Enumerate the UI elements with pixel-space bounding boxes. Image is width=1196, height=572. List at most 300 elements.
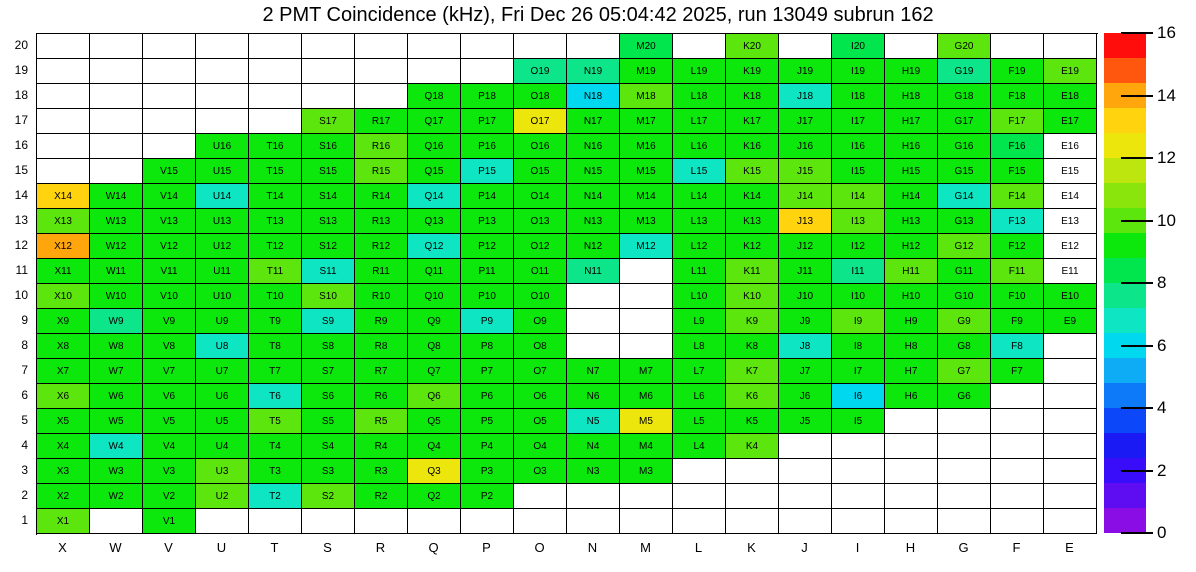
cell-J15: J15 (779, 159, 832, 184)
cell-M15: M15 (620, 159, 673, 184)
cell-T11: T11 (249, 259, 302, 284)
cell-H18: H18 (885, 84, 938, 109)
cell-T7: T7 (249, 359, 302, 384)
colorbar-band (1104, 483, 1146, 508)
cell-S2: S2 (302, 484, 355, 509)
cell-L9: L9 (673, 309, 726, 334)
x-axis-label: I (855, 540, 860, 555)
cell-V10: V10 (143, 284, 196, 309)
x-axis-label: V (164, 540, 173, 555)
cell-F16: F16 (991, 134, 1044, 159)
cell-V4: V4 (143, 434, 196, 459)
cell-Q9: Q9 (408, 309, 461, 334)
colorbar-band (1104, 308, 1146, 333)
empty-cell (90, 59, 143, 84)
colorbar-tick (1121, 470, 1153, 472)
cell-T4: T4 (249, 434, 302, 459)
empty-cell (567, 34, 620, 59)
cell-J5: J5 (779, 409, 832, 434)
cell-X10: X10 (37, 284, 90, 309)
colorbar-tick (1121, 32, 1153, 34)
cell-E10: E10 (1044, 284, 1097, 309)
empty-cell (938, 409, 991, 434)
empty-cell (196, 34, 249, 59)
cell-F19: F19 (991, 59, 1044, 84)
y-axis-label: 13 (14, 213, 28, 227)
cell-X9: X9 (37, 309, 90, 334)
empty-cell (143, 34, 196, 59)
x-axis-label: S (323, 540, 332, 555)
cell-X4: X4 (37, 434, 90, 459)
cell-O17: O17 (514, 109, 567, 134)
cell-S14: S14 (302, 184, 355, 209)
cell-T10: T10 (249, 284, 302, 309)
cell-K11: K11 (726, 259, 779, 284)
cell-T5: T5 (249, 409, 302, 434)
heatmap-grid (36, 33, 1098, 535)
cell-S16: S16 (302, 134, 355, 159)
cell-P13: P13 (461, 209, 514, 234)
cell-R16: R16 (355, 134, 408, 159)
cell-H10: H10 (885, 284, 938, 309)
cell-N14: N14 (567, 184, 620, 209)
cell-G19: G19 (938, 59, 991, 84)
cell-J8: J8 (779, 334, 832, 359)
cell-E18: E18 (1044, 84, 1097, 109)
cell-F9: F9 (991, 309, 1044, 334)
cell-Q3: Q3 (408, 459, 461, 484)
cell-K10: K10 (726, 284, 779, 309)
cell-G7: G7 (938, 359, 991, 384)
cell-K9: K9 (726, 309, 779, 334)
cell-G14: G14 (938, 184, 991, 209)
empty-cell (1044, 509, 1097, 534)
cell-R13: R13 (355, 209, 408, 234)
y-axis-label: 11 (15, 263, 28, 277)
cell-L17: L17 (673, 109, 726, 134)
cell-L12: L12 (673, 234, 726, 259)
cell-T9: T9 (249, 309, 302, 334)
cell-S7: S7 (302, 359, 355, 384)
empty-cell (302, 59, 355, 84)
cell-E12: E12 (1044, 234, 1097, 259)
cell-R6: R6 (355, 384, 408, 409)
x-axis-label: O (534, 540, 545, 555)
cell-Q14: Q14 (408, 184, 461, 209)
cell-P5: P5 (461, 409, 514, 434)
colorbar-band (1104, 133, 1146, 158)
empty-cell (938, 484, 991, 509)
cell-S11: S11 (302, 259, 355, 284)
x-axis-label: G (958, 540, 969, 555)
empty-cell (885, 434, 938, 459)
cell-U5: U5 (196, 409, 249, 434)
cell-F15: F15 (991, 159, 1044, 184)
cell-L18: L18 (673, 84, 726, 109)
cell-V12: V12 (143, 234, 196, 259)
empty-cell (779, 509, 832, 534)
y-axis-label: 7 (21, 363, 28, 377)
colorbar-tick-label: 10 (1157, 210, 1176, 230)
cell-J9: J9 (779, 309, 832, 334)
chart-title: 2 PMT Coincidence (kHz), Fri Dec 26 05:04:42 2025, run 13049 subrun 162 (262, 4, 934, 26)
empty-cell (37, 59, 90, 84)
cell-X12: X12 (37, 234, 90, 259)
cell-P11: P11 (461, 259, 514, 284)
cell-S9: S9 (302, 309, 355, 334)
cell-S4: S4 (302, 434, 355, 459)
y-axis-label: 3 (21, 463, 28, 477)
cell-I20: I20 (832, 34, 885, 59)
cell-S12: S12 (302, 234, 355, 259)
empty-cell (832, 434, 885, 459)
empty-cell (620, 309, 673, 334)
empty-cell (37, 159, 90, 184)
cell-K17: K17 (726, 109, 779, 134)
cell-E16: E16 (1044, 134, 1097, 159)
cell-K19: K19 (726, 59, 779, 84)
empty-cell (673, 484, 726, 509)
y-axis-label: 4 (21, 438, 28, 452)
cell-X1: X1 (37, 509, 90, 534)
cell-Q5: Q5 (408, 409, 461, 434)
empty-cell (143, 109, 196, 134)
x-axis-label: Q (428, 540, 439, 555)
empty-cell (90, 84, 143, 109)
y-axis-label: 20 (14, 38, 28, 52)
colorbar-tick (1121, 282, 1153, 284)
y-axis-label: 9 (21, 313, 28, 327)
cell-V11: V11 (143, 259, 196, 284)
cell-O12: O12 (514, 234, 567, 259)
cell-E14: E14 (1044, 184, 1097, 209)
cell-V7: V7 (143, 359, 196, 384)
empty-cell (249, 59, 302, 84)
cell-I14: I14 (832, 184, 885, 209)
cell-F13: F13 (991, 209, 1044, 234)
cell-K16: K16 (726, 134, 779, 159)
cell-S3: S3 (302, 459, 355, 484)
cell-P17: P17 (461, 109, 514, 134)
empty-cell (302, 34, 355, 59)
cell-E17: E17 (1044, 109, 1097, 134)
cell-S13: S13 (302, 209, 355, 234)
cell-R8: R8 (355, 334, 408, 359)
cell-S8: S8 (302, 334, 355, 359)
cell-M4: M4 (620, 434, 673, 459)
cell-O4: O4 (514, 434, 567, 459)
cell-L8: L8 (673, 334, 726, 359)
cell-W5: W5 (90, 409, 143, 434)
cell-M17: M17 (620, 109, 673, 134)
colorbar-tick-label: 8 (1157, 273, 1167, 292)
colorbar-tick (1121, 95, 1153, 97)
cell-E13: E13 (1044, 209, 1097, 234)
colorbar-band (1104, 283, 1146, 308)
cell-R3: R3 (355, 459, 408, 484)
colorbar-band (1104, 433, 1146, 458)
cell-X11: X11 (37, 259, 90, 284)
cell-R17: R17 (355, 109, 408, 134)
cell-I15: I15 (832, 159, 885, 184)
cell-Q12: Q12 (408, 234, 461, 259)
cell-W13: W13 (90, 209, 143, 234)
cell-P16: P16 (461, 134, 514, 159)
cell-K14: K14 (726, 184, 779, 209)
cell-U11: U11 (196, 259, 249, 284)
cell-I9: I9 (832, 309, 885, 334)
cell-I10: I10 (832, 284, 885, 309)
y-axis-label: 16 (14, 138, 28, 152)
empty-cell (196, 109, 249, 134)
empty-cell (408, 59, 461, 84)
cell-Q8: Q8 (408, 334, 461, 359)
colorbar-tick-label: 4 (1157, 398, 1167, 417)
empty-cell (567, 309, 620, 334)
empty-cell (90, 159, 143, 184)
cell-N15: N15 (567, 159, 620, 184)
cell-V9: V9 (143, 309, 196, 334)
empty-cell (143, 59, 196, 84)
colorbar-tick-label: 2 (1157, 460, 1167, 480)
cell-K18: K18 (726, 84, 779, 109)
y-axis-label: 1 (21, 513, 28, 527)
cell-M3: M3 (620, 459, 673, 484)
cell-R9: R9 (355, 309, 408, 334)
empty-cell (620, 259, 673, 284)
empty-cell (143, 84, 196, 109)
cell-N7: N7 (567, 359, 620, 384)
cell-H14: H14 (885, 184, 938, 209)
x-axis-label: K (747, 540, 756, 555)
colorbar-band (1104, 258, 1146, 283)
cell-Q17: Q17 (408, 109, 461, 134)
cell-G10: G10 (938, 284, 991, 309)
cell-V3: V3 (143, 459, 196, 484)
cell-T3: T3 (249, 459, 302, 484)
cell-F10: F10 (991, 284, 1044, 309)
cell-O19: O19 (514, 59, 567, 84)
colorbar-tick-label: 6 (1157, 335, 1167, 355)
empty-cell (143, 134, 196, 159)
cell-F14: F14 (991, 184, 1044, 209)
cell-I12: I12 (832, 234, 885, 259)
x-axis-label: L (694, 540, 703, 555)
empty-cell (461, 509, 514, 534)
cell-H13: H13 (885, 209, 938, 234)
cell-M7: M7 (620, 359, 673, 384)
colorbar-band (1104, 508, 1146, 533)
cell-N17: N17 (567, 109, 620, 134)
cell-L15: L15 (673, 159, 726, 184)
cell-X6: X6 (37, 384, 90, 409)
cell-R11: R11 (355, 259, 408, 284)
x-axis-label: R (375, 540, 386, 555)
x-axis-label: P (482, 540, 491, 555)
cell-T14: T14 (249, 184, 302, 209)
empty-cell (1044, 384, 1097, 409)
cell-G18: G18 (938, 84, 991, 109)
y-axis-label: 8 (21, 338, 28, 352)
cell-G15: G15 (938, 159, 991, 184)
cell-J11: J11 (779, 259, 832, 284)
empty-cell (885, 509, 938, 534)
cell-F17: F17 (991, 109, 1044, 134)
cell-Q18: Q18 (408, 84, 461, 109)
cell-U4: U4 (196, 434, 249, 459)
cell-H15: H15 (885, 159, 938, 184)
cell-W9: W9 (90, 309, 143, 334)
empty-cell (408, 34, 461, 59)
cell-X13: X13 (37, 209, 90, 234)
cell-M19: M19 (620, 59, 673, 84)
cell-X8: X8 (37, 334, 90, 359)
empty-cell (673, 459, 726, 484)
colorbar-band (1104, 58, 1146, 83)
cell-I13: I13 (832, 209, 885, 234)
cell-I18: I18 (832, 84, 885, 109)
y-axis-label: 19 (14, 63, 28, 77)
empty-cell (673, 509, 726, 534)
cell-T6: T6 (249, 384, 302, 409)
cell-O14: O14 (514, 184, 567, 209)
cell-M16: M16 (620, 134, 673, 159)
cell-K20: K20 (726, 34, 779, 59)
cell-R10: R10 (355, 284, 408, 309)
colorbar-band (1104, 158, 1146, 183)
empty-cell (991, 459, 1044, 484)
colorbar-tick (1121, 157, 1153, 159)
empty-cell (1044, 434, 1097, 459)
cell-Q16: Q16 (408, 134, 461, 159)
empty-cell (196, 59, 249, 84)
cell-U8: U8 (196, 334, 249, 359)
cell-K12: K12 (726, 234, 779, 259)
empty-cell (1044, 334, 1097, 359)
empty-cell (90, 134, 143, 159)
empty-cell (514, 509, 567, 534)
empty-cell (1044, 359, 1097, 384)
empty-cell (567, 509, 620, 534)
empty-cell (355, 509, 408, 534)
empty-cell (991, 509, 1044, 534)
cell-J16: J16 (779, 134, 832, 159)
empty-cell (1044, 34, 1097, 59)
cell-O8: O8 (514, 334, 567, 359)
cell-N4: N4 (567, 434, 620, 459)
cell-V6: V6 (143, 384, 196, 409)
cell-L11: L11 (673, 259, 726, 284)
cell-W8: W8 (90, 334, 143, 359)
cell-M18: M18 (620, 84, 673, 109)
colorbar-tick (1121, 220, 1153, 222)
cell-I5: I5 (832, 409, 885, 434)
colorbar-band (1104, 183, 1146, 208)
empty-cell (620, 484, 673, 509)
cell-G20: G20 (938, 34, 991, 59)
colorbar-tick-label: 16 (1157, 23, 1176, 42)
x-axis-label: F (1012, 540, 1021, 555)
cell-S17: S17 (302, 109, 355, 134)
x-axis-label: T (270, 540, 279, 555)
cell-K6: K6 (726, 384, 779, 409)
cell-Q4: Q4 (408, 434, 461, 459)
empty-cell (832, 484, 885, 509)
cell-V14: V14 (143, 184, 196, 209)
cell-Q6: Q6 (408, 384, 461, 409)
empty-cell (37, 84, 90, 109)
cell-L4: L4 (673, 434, 726, 459)
empty-cell (991, 484, 1044, 509)
empty-cell (249, 109, 302, 134)
colorbar-tick-label: 0 (1157, 523, 1167, 542)
cell-K8: K8 (726, 334, 779, 359)
empty-cell (779, 484, 832, 509)
cell-P2: P2 (461, 484, 514, 509)
cell-E11: E11 (1044, 259, 1097, 284)
cell-O3: O3 (514, 459, 567, 484)
cell-Q7: Q7 (408, 359, 461, 384)
cell-U7: U7 (196, 359, 249, 384)
empty-cell (514, 484, 567, 509)
cell-X5: X5 (37, 409, 90, 434)
cell-F7: F7 (991, 359, 1044, 384)
x-axis-label: M (640, 540, 651, 555)
cell-W4: W4 (90, 434, 143, 459)
cell-W12: W12 (90, 234, 143, 259)
cell-J7: J7 (779, 359, 832, 384)
cell-W11: W11 (90, 259, 143, 284)
cell-S10: S10 (302, 284, 355, 309)
cell-U3: U3 (196, 459, 249, 484)
cell-N18: N18 (567, 84, 620, 109)
empty-cell (779, 459, 832, 484)
cell-T13: T13 (249, 209, 302, 234)
cell-L13: L13 (673, 209, 726, 234)
empty-cell (726, 459, 779, 484)
cell-T12: T12 (249, 234, 302, 259)
empty-cell (938, 459, 991, 484)
cell-O13: O13 (514, 209, 567, 234)
cell-O7: O7 (514, 359, 567, 384)
y-axis-label: 15 (14, 163, 28, 177)
cell-L6: L6 (673, 384, 726, 409)
cell-N11: N11 (567, 259, 620, 284)
cell-V15: V15 (143, 159, 196, 184)
cell-J12: J12 (779, 234, 832, 259)
y-axis-label: 17 (14, 113, 28, 127)
cell-S5: S5 (302, 409, 355, 434)
empty-cell (991, 34, 1044, 59)
cell-L16: L16 (673, 134, 726, 159)
cell-J19: J19 (779, 59, 832, 84)
cell-E19: E19 (1044, 59, 1097, 84)
empty-cell (673, 34, 726, 59)
cell-M20: M20 (620, 34, 673, 59)
cell-U10: U10 (196, 284, 249, 309)
cell-O9: O9 (514, 309, 567, 334)
cell-J18: J18 (779, 84, 832, 109)
empty-cell (567, 334, 620, 359)
x-axis-label: E (1065, 540, 1074, 555)
cell-E9: E9 (1044, 309, 1097, 334)
cell-Q15: Q15 (408, 159, 461, 184)
colorbar-tick-label: 12 (1157, 148, 1176, 167)
cell-P6: P6 (461, 384, 514, 409)
cell-H19: H19 (885, 59, 938, 84)
cell-W6: W6 (90, 384, 143, 409)
cell-T8: T8 (249, 334, 302, 359)
